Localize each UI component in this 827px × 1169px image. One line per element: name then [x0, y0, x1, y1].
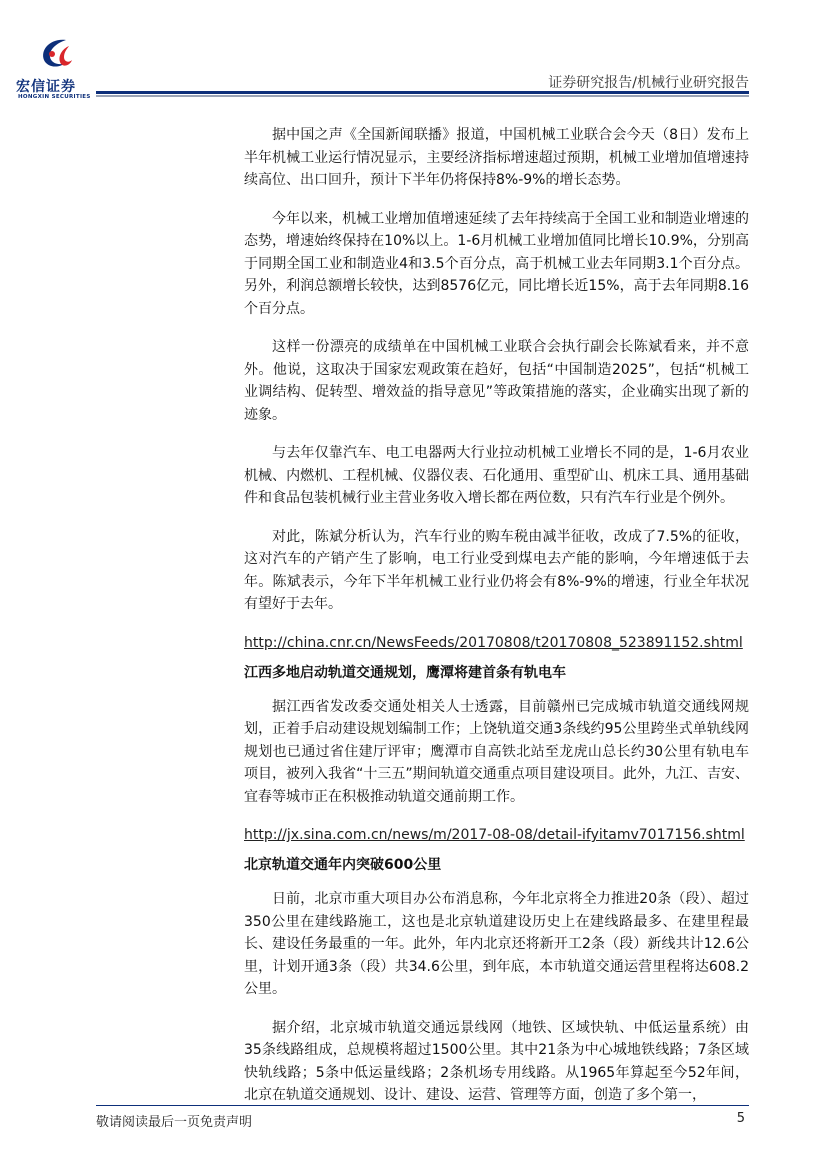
disclaimer-note: 敬请阅读最后一页免责声明 [96, 1115, 253, 1130]
paragraph: 今年以来，机械工业增加值增速延续了去年持续高于全国工业和制造业增速的态势，增速始终保持在10%以上。1-6月机械工业增加值同比增长10.9%，分别高于同期全国工业和制造业4和3.5个百分点，高于机械工业去年同期3.1个百分点。另外，利润总额增长较快，达到8576亿元，同比增长近15%，高于去年同期8.16个百分点。 [244, 210, 749, 317]
paragraph: 据中国之声《全国新闻联播》报道，中国机械工业联合会今天（8日）发布上半年机械工业运行情况显示，主要经济指标增速超过预期，机械工业增加值增速持续高位、出口回升，预计下半年仍将保持8%-9%的增长态势。 [244, 127, 749, 188]
paragraph: 据介绍，北京城市轨道交通远景线网（地铁、区域快轨、中低运量系统）由35条线路组成，总规模将超过1500公里。其中21条为中心城地铁线路；7条区域快轨线路；5条中低运量线路；2条机场专用线路。从1965年算起至今52年间，北京在轨道交通规划、设计、建设、运营、管理等方面，创造了多个第一， [244, 1019, 749, 1103]
page-number: 5 [736, 1111, 745, 1126]
header-divider [96, 91, 749, 94]
paragraph: 据江西省发改委交通处相关人士透露，目前赣州已完成城市轨道交通线网规划，正着手启动建设规划编制工作；上饶轨道交通3条线约95公里跨坐式单轨线网规划也已通过省住建厅评审；鹰潭市自高铁北站至龙虎山总长约30公里有轨电车项目，被列入我省“十三五”期间轨道交通重点项目建设项目。此外，九江、吉安、宜春等城市正在积极推动轨道交通前期工作。 [244, 698, 749, 805]
paragraph: 这样一份漂亮的成绩单在中国机械工业联合会执行副会长陈斌看来，并不意外。他说，这取决于国家宏观政策在趋好，包括“中国制造2025”，包括“机械工业调结构、促转型、增效益的指导意见”等政策措施的落实，企业确实出现了新的迹象。 [244, 339, 749, 423]
logo-english-name: HONGXIN SECURITIES [18, 94, 91, 100]
report-body [244, 124, 749, 1123]
footer-divider [96, 1105, 749, 1106]
report-category-title: 证券研究报告/机械行业研究报告 [548, 75, 749, 91]
header-divider-secondary [96, 95, 749, 97]
logo-chinese-name: 宏信证券 [16, 79, 76, 95]
section-heading: 江西多地启动轨道交通规划，鹰潭将建首条有轨电车 [244, 664, 566, 681]
section-heading: 北京轨道交通年内突破600公里 [244, 857, 442, 873]
hongxin-logo-icon [36, 36, 76, 74]
company-logo [14, 36, 96, 98]
paragraph: 日前，北京市重大项目办公布消息称，今年北京将全力推进20条（段）、超过350公里在建线路施工，这也是北京轨道建设历史上在建线路最多、在建里程最长、建设任务最重的一年。此外，年内北京还将新开工2条（段）新线共计12.6公里，计划开通3条（段）共34.6公里，到年底，本市轨道交通运营里程将达608.2公里。 [244, 891, 749, 997]
paragraph: 对此，陈斌分析认为，汽车行业的购车税由减半征收，改成了7.5%的征收，这对汽车的产销产生了影响，电工行业受到煤电去产能的影响，今年增速低于去年。陈斌表示，今年下半年机械工业行业仍将会有8%-9%的增速，行业全年状况有望好于去年。 [244, 528, 749, 612]
source-link[interactable]: http://china.cnr.cn/NewsFeeds/20170808/t20170808_523891152.shtml [244, 634, 743, 651]
paragraph: 与去年仅靠汽车、电工电器两大行业拉动机械工业增长不同的是，1-6月农业机械、内燃机、工程机械、仪器仪表、石化通用、重型矿山、机床工具、通用基础件和食品包装机械行业主营业务收入增长都在两位数，只有汽车行业是个例外。 [244, 445, 749, 506]
source-link[interactable]: http://jx.sina.com.cn/news/m/2017-08-08/detail-ifyitamv7017156.shtml [244, 827, 745, 843]
